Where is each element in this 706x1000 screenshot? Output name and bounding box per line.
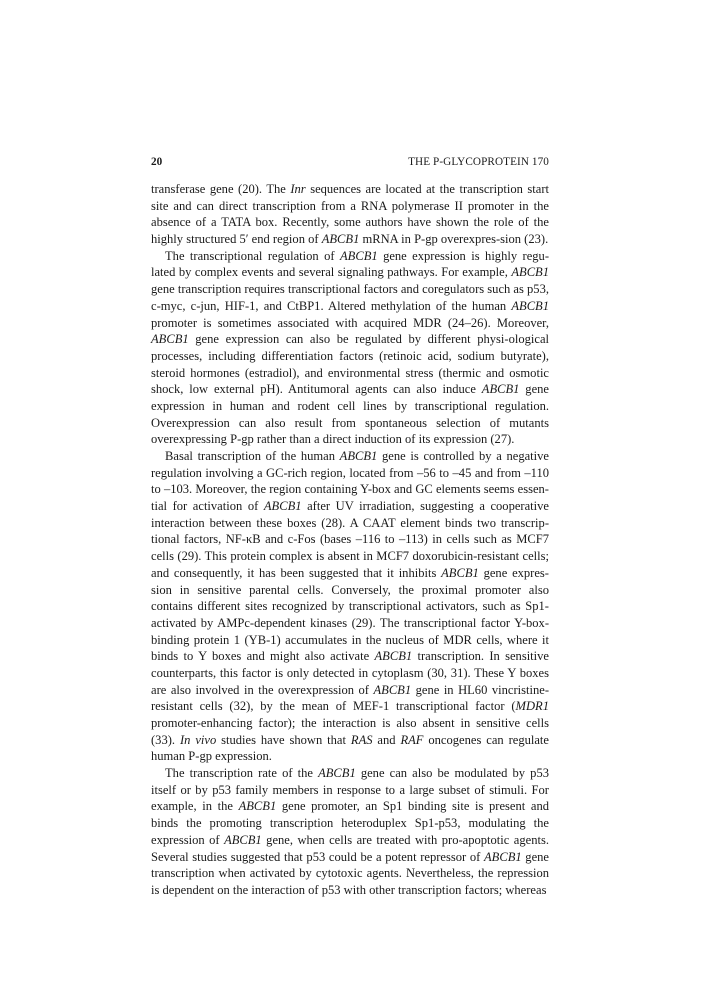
text-run: gene in HL60 vincristine-resistant cells (32), by the mean of MEF-1 transcriptional factor ( (151, 682, 550, 714)
text-run: gene expression can also be regulated by different physi-ological processes, including differentiation factors (retinoic acid, sodium butyrate), steroid hormones (estradiol), and environmental stress (thermic and osmotic shock, low external pH). Antitumoral agents can also induce (151, 332, 549, 397)
italic-term: ABCB1 (224, 832, 262, 847)
text-run: promoter is sometimes associated with acquired MDR (24–26). Moreover, (151, 315, 549, 330)
text-run: promoter-enhancing factor); the interaction is also absent in sensitive cells (33). (151, 716, 549, 747)
italic-term: ABCB1 (238, 799, 277, 814)
italic-term: RAF (400, 732, 424, 747)
text-run: gene promoter, an Sp1 binding site is present and binds the promoting transcription heteroduplex Sp1-p53, modulating the expression of (151, 799, 549, 847)
text-run: gene can also be modulated by p53 itself or by p53 family members in response to a large subset of stimuli. For example, in the (151, 766, 550, 814)
text-run: gene expression in human and rodent cell lines by transcriptional regulation. Overexpression can also result from spontaneous selection of mutants overexpressing P-gp rather than a direct induction of its expression (27). (151, 382, 549, 447)
text-run: studies have shown that (216, 732, 351, 747)
italic-term: Inr (290, 182, 306, 196)
text-run: The transcriptional regulation of (165, 248, 340, 263)
page-header (151, 154, 549, 170)
text-run: and (372, 732, 401, 747)
italic-term: ABCB1 (441, 565, 479, 580)
text-run: gene transcription when activated by cytotoxic agents. Nevertheless, the repression is dependent on the interaction of p53 with other transcription factors; whereas (151, 849, 549, 897)
text-run: gene transcription requires transcriptional factors and coregulators such as p53, c-myc, c-jun, HIF-1, and CtBP1. Altered methylation of the human (151, 282, 549, 313)
italic-term: ABCB1 (374, 649, 413, 664)
text-run: oncogenes can regulate human P-gp expression. (151, 732, 549, 764)
paragraph-1 (151, 181, 549, 248)
italic-term: ABCB1 (511, 265, 549, 280)
text-run: transcription. In sensitive counterparts, this factor is only detected in cytoplasm (30, 31). These Y boxes are also involved in the overexpression of (151, 649, 549, 697)
text-run: The transcription rate of the (165, 766, 319, 781)
paragraph-2 (151, 248, 549, 448)
text-run: gene is controlled by a negative regulation involving a GC-rich region, located from –56 to –45 and from –110 to –103. Moreover, the region containing Y-box and GC elements seems essen-tial for activation of (151, 449, 549, 514)
italic-term: RAS (350, 732, 373, 747)
italic-term: In vivo (179, 732, 217, 747)
italic-term: MDR1 (515, 699, 549, 714)
text-run: transferase gene (20). The (151, 182, 291, 196)
text-run: gene expres-sion in sensitive parental cells. Conversely, the proximal promoter also contains different sites recognized by transcriptional activators, such as Sp1-activated by AMPc-dependent kinases (29). The transcriptional factor Y-box-binding protein 1 (YB-1) accumulates in the nucleus of MDR cells, where it binds to Y boxes and might also activate (151, 565, 549, 664)
page-number: 20 (151, 156, 163, 168)
text-run: gene expression is highly regu-lated by complex events and several signaling pathways. For example, (151, 248, 550, 280)
italic-term: ABCB1 (321, 232, 360, 247)
text-run: sequences are located at the transcription start site and can direct transcription from a RNA polymerase II promoter in the absence of a TATA box. Recently, some authors have shown the role of the highly structured 5′ end region of (151, 182, 549, 247)
italic-term: ABCB1 (339, 449, 378, 463)
running-head: THE P-GLYCOPROTEIN 170 (408, 156, 549, 168)
italic-term: ABCB1 (484, 849, 522, 864)
paragraph-3 (151, 448, 549, 765)
text-run: mRNA in P-gp overexpres-sion (23). (359, 232, 549, 247)
paragraph-4 (151, 765, 549, 899)
italic-term: ABCB1 (481, 382, 520, 397)
italic-term: ABCB1 (373, 682, 412, 697)
body-text (151, 181, 549, 899)
text-run: Basal transcription of the human (165, 449, 340, 463)
italic-term: ABCB1 (511, 298, 549, 313)
text-run: after UV irradiation, suggesting a cooperative interaction between these boxes (28). A CAAT element binds two transcrip-tional factors, NF-κB and c-Fos (bases –116 to –113) in cells such as MCF7 cells (29). This protein complex is absent in MCF7 doxorubicin-resistant cells; and consequently, it has been suggested that it inhibits (151, 499, 549, 580)
text-run: gene, when cells are treated with pro-apoptotic agents. Several studies suggested that p53 could be a potent repressor of (151, 832, 549, 864)
italic-term: ABCB1 (151, 332, 189, 347)
italic-term: ABCB1 (340, 248, 378, 263)
italic-term: ABCB1 (263, 499, 302, 514)
italic-term: ABCB1 (318, 766, 356, 781)
